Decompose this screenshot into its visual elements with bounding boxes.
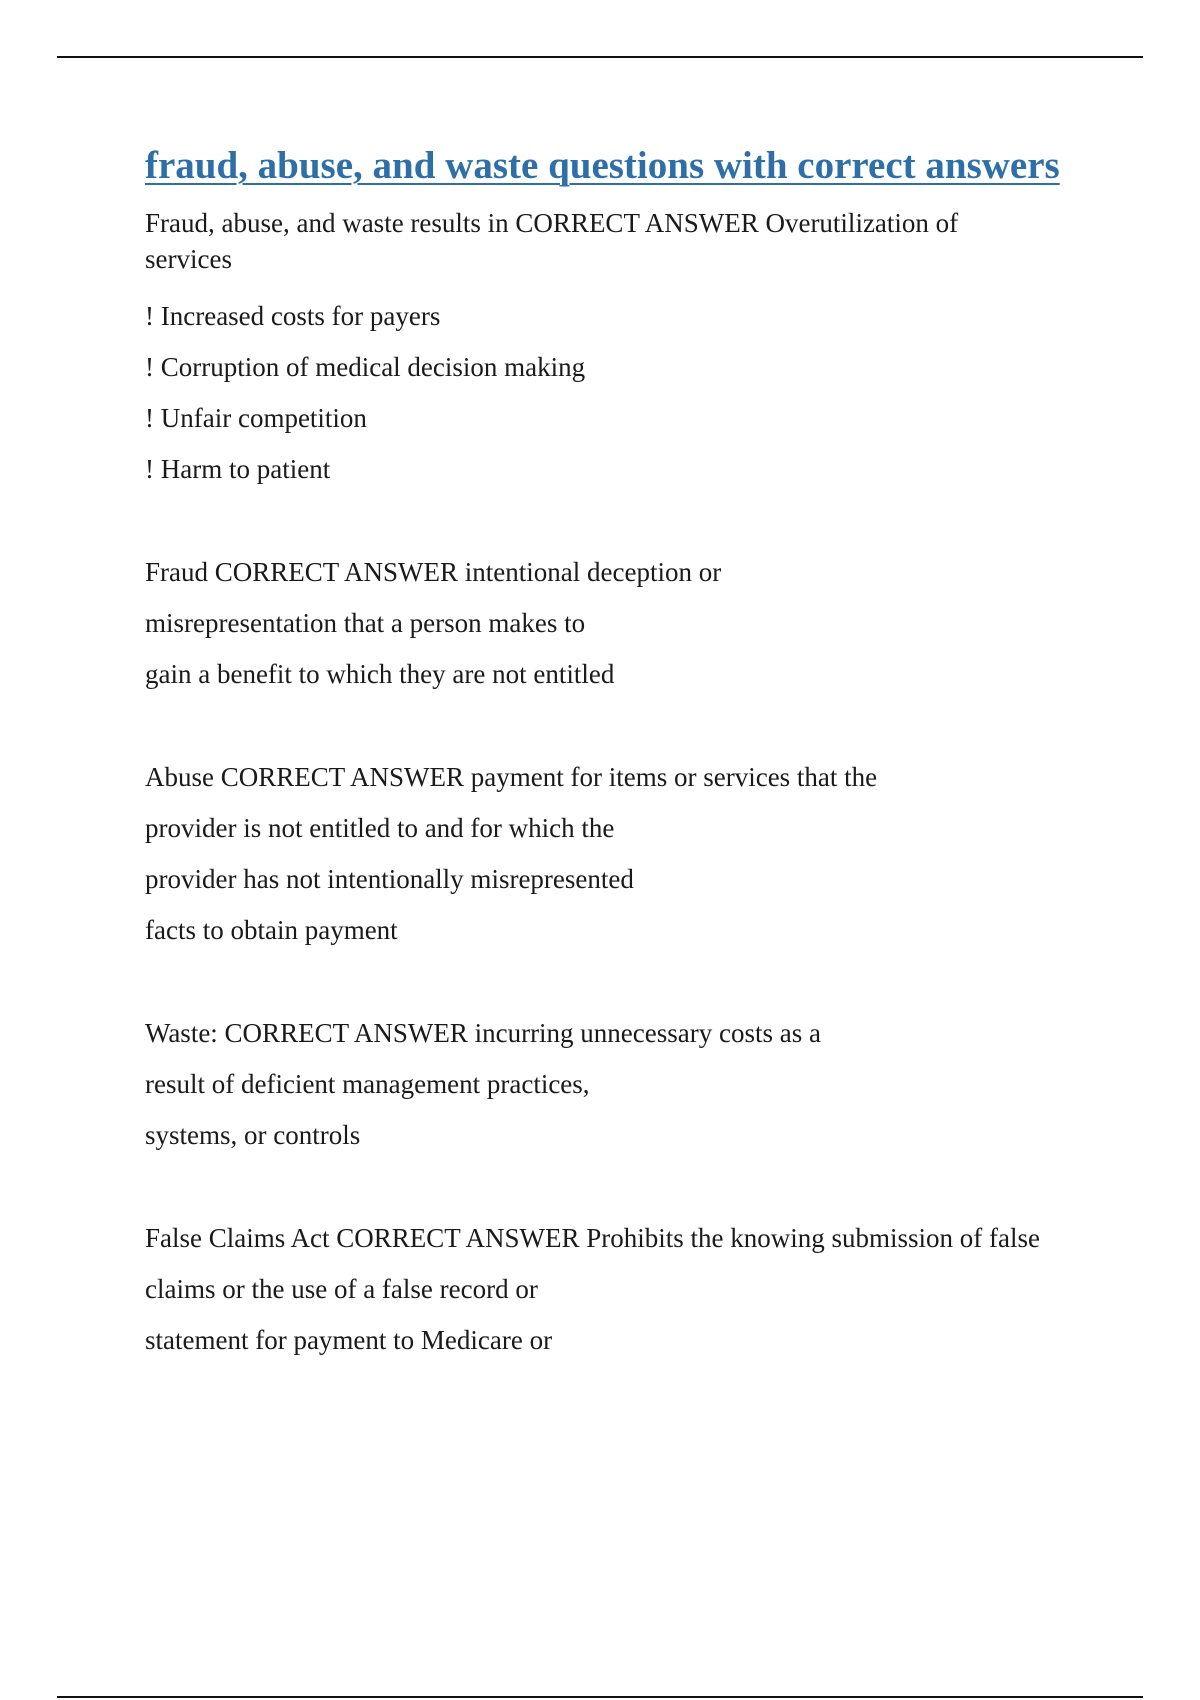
section-gap [145, 700, 1105, 752]
qa-line: False Claims Act CORRECT ANSWER Prohibits the knowing submission of false [145, 1223, 1041, 1253]
intro-bullet: ! Corruption of medical decision making [145, 352, 586, 382]
qa-line: systems, or controls [145, 1120, 361, 1150]
footer-rule [57, 1696, 1143, 1698]
intro-bullet: ! Increased costs for payers [145, 301, 441, 331]
qa-false-claims-act [145, 1213, 1105, 1366]
qa-waste [145, 1008, 1105, 1161]
document-body [145, 140, 1105, 1366]
qa-line: statement for payment to Medicare or [145, 1325, 553, 1355]
qa-line: misrepresentation that a person makes to [145, 608, 586, 638]
header-rule [57, 56, 1143, 58]
qa-line: provider is not entitled to and for which the [145, 813, 615, 843]
qa-line: Abuse CORRECT ANSWER payment for items or services that the [145, 762, 878, 792]
intro-bullet: ! Unfair competition [145, 403, 367, 433]
qa-line: result of deficient management practices, [145, 1069, 590, 1099]
qa-line: provider has not intentionally misrepresented [145, 864, 634, 894]
qa-line: Fraud CORRECT ANSWER intentional deception or [145, 557, 722, 587]
section-gap [145, 1161, 1105, 1213]
qa-line: facts to obtain payment [145, 915, 398, 945]
qa-fraud [145, 547, 1105, 700]
qa-line: claims or the use of a false record or [145, 1274, 538, 1304]
section-gap [145, 495, 1105, 547]
qa-line: gain a benefit to which they are not entitled [145, 659, 615, 689]
intro-bullet: ! Harm to patient [145, 454, 331, 484]
qa-line: Waste: CORRECT ANSWER incurring unnecessary costs as a [145, 1018, 821, 1048]
document-title[interactable]: fraud, abuse, and waste questions with correct answers [145, 144, 1060, 187]
qa-abuse [145, 752, 1105, 956]
section-gap [145, 956, 1105, 1008]
intro-question: Fraud, abuse, and waste results in CORRECT ANSWER Overutilization of services [145, 208, 959, 274]
